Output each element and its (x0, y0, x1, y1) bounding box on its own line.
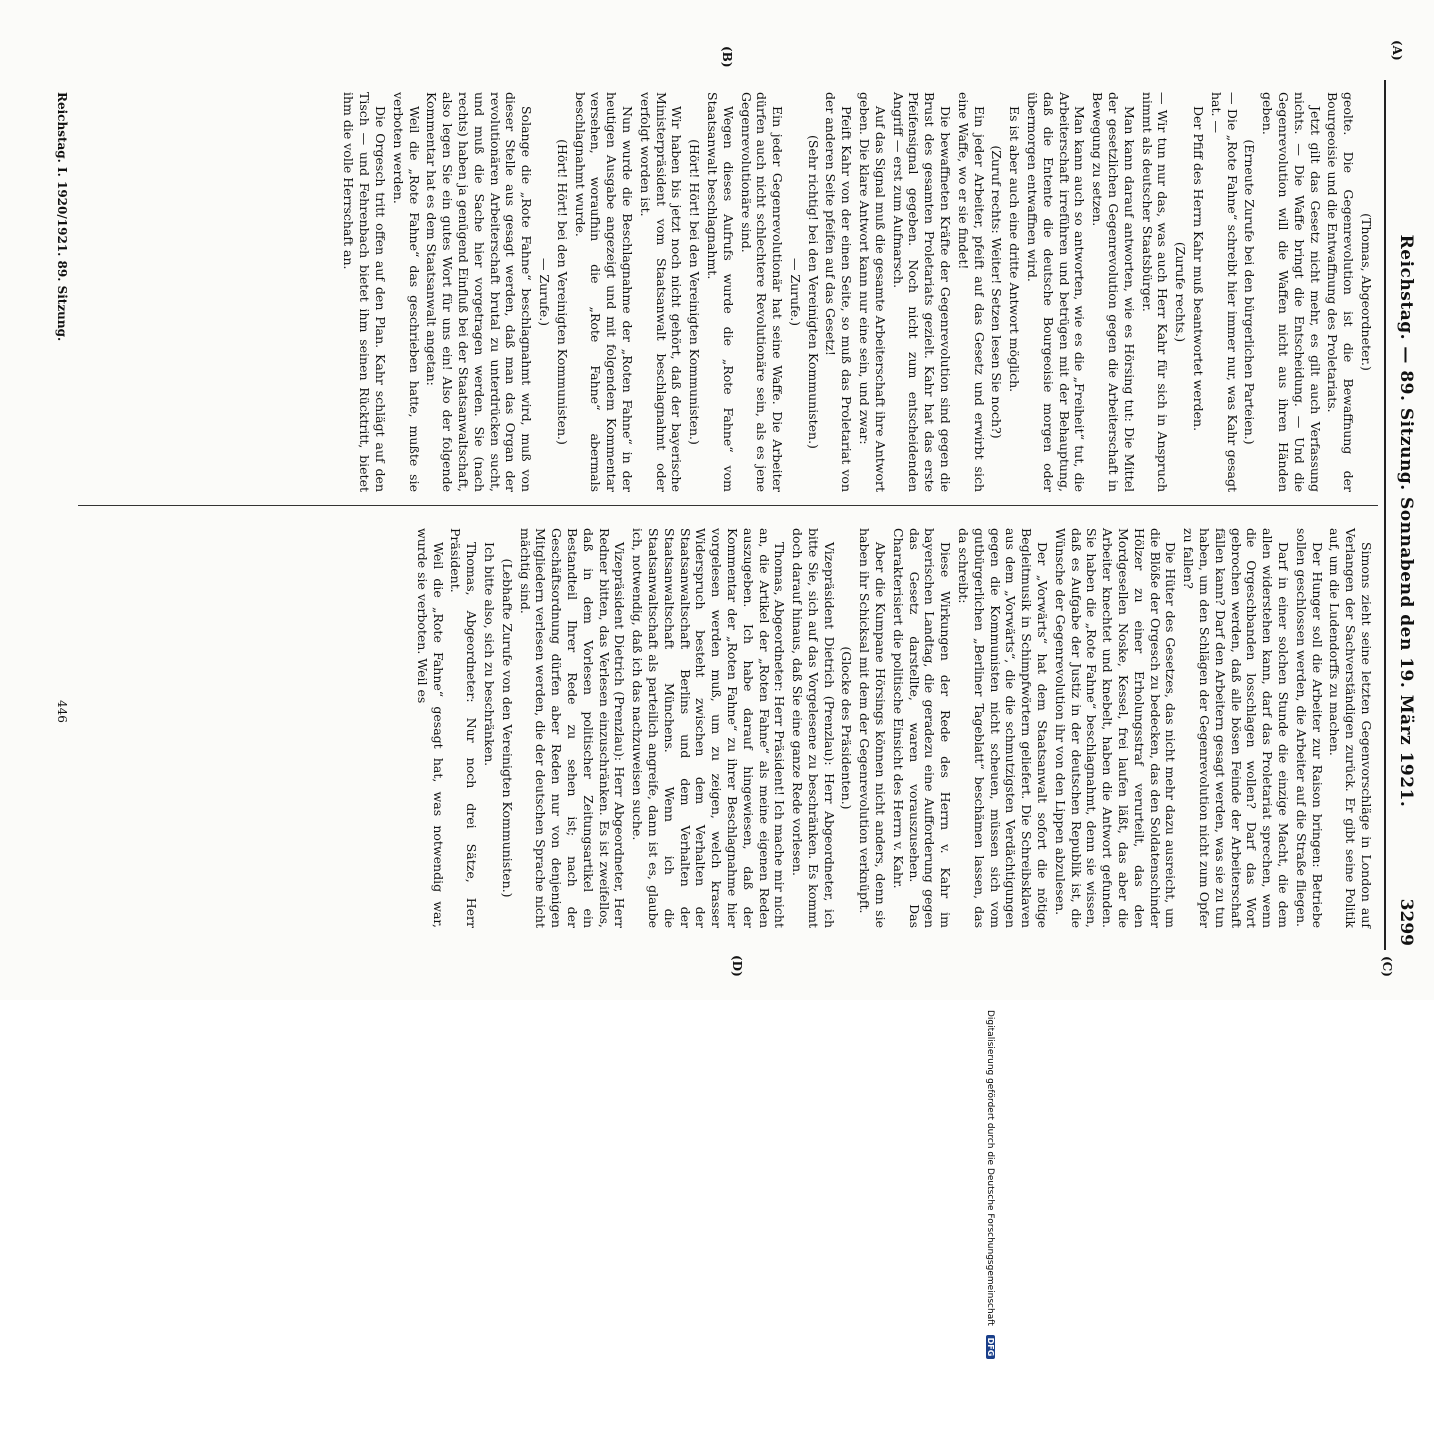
column-divider (78, 505, 1378, 506)
credit-text: Digitalisierung gefördert durch die Deutsche Forschungsgemeinschaft (985, 1010, 995, 1326)
header-title: Reichstag. — 89. Sitzung. Sonnabend den 19. März 1921. (1396, 234, 1416, 808)
interjection: (Sehr richtig! bei den Vereinigten Kommunisten.) (805, 135, 821, 449)
interjection: (Hört! Hört! bei den Vereinigten Kommunisten.) (687, 139, 703, 445)
interjection: (Glocke des Präsidenten.) (839, 646, 855, 810)
page-header (1384, 96, 1424, 946)
dfg-logo-icon: DFG (986, 1335, 995, 1360)
interjection: (Zurufe rechts.) (1173, 241, 1189, 343)
paragraph: Pfeift Kahr von der einen Seite, so muß das Proletariat von der anderen Seite pfeifen auf das Gesetz! (823, 92, 855, 492)
paragraph: Diese Wirkungen der Rede des Herrn v. Kahr im bayerischen Landtag, die geradezu eine Aufforderung gegen das Gesetz darstellte, waren vorauszusehen. Das Charakterisiert die politische Einsicht des Herrn v. Kahr. (890, 528, 954, 928)
paragraph: Die Orgesch tritt offen auf den Plan. Kahr schlägt auf den Tisch — und Fehrenbach bietet ihm seinen Rücktritt, bietet ihm die volle Herrschaft an. (341, 92, 388, 492)
footer-page-number: 446 (55, 700, 69, 723)
interjection: — Zurufe.) (536, 257, 552, 327)
paragraph: Der Pfiff des Herrn Kahr muß beantwortet werden. (1191, 106, 1207, 432)
paragraph: Der Hunger soll die Arbeiter zur Raison bringen: Betriebe sollen geschlossen werden, die Arbeiter auf die Straße fliegen. (1293, 528, 1325, 928)
paragraph: geolte. Die Gegenrevolution ist die Bewaffnung der Bourgeoisie und die Entwaffnung des Proletariats. (1325, 92, 1357, 492)
paragraph: Ich bitte also, sich zu beschränken. (481, 542, 497, 767)
paragraph: Ein jeder Arbeiter, pfeift auf das Gesetz und erwirbt sich eine Waffe, wo er sie findet! (955, 92, 987, 492)
margin-marker-d: (D) (730, 955, 744, 977)
digitization-credit (981, 1010, 995, 1430)
header-rule (1384, 80, 1386, 950)
paragraph: Ein jeder Gegenrevolutionär hat seine Waffe. Die Arbeiter dürfen auch nicht schlechtere Revolutionäre sein, als es jene Gegenrevolutionäre sind. (738, 92, 786, 492)
paragraph: Solange die „Rote Fahne“ beschlagnahmt wird, muß von dieser Stelle aus gesagt werden, daß man das Organ der revolutionären Arbeiterschaft brutal zu unterdrücken sucht, und muß die Sache hier vorgetragen werden. Sie (nach rechts) haben ja genügend Einfluß bei der Staatsanwaltschaft, also legen Sie ein gutes Wort für uns ein! Also der folgende Kommentar hat es dem Staatsanwalt angetan: (424, 92, 535, 492)
paragraph: — Die „Rote Fahne“ schreibt hier immer nur, was Kahr gesagt hat. — (1208, 92, 1240, 492)
speaker-paragraph: Vizepräsident Dietrich (Prenzlau): Herr Abgeordneter, ich bitte Sie, sich auf das Vorgelesene zu beschränken. Es kommt doch darauf hinaus, daß Sie eine ganze Rede vorlesen. (790, 528, 837, 928)
right-column (74, 528, 1374, 928)
paragraph: Darf in einer solchen Stunde die einzige Macht, die dem allen widerstehen kann, darf das Proletariat sprechen, wenn die Orgeschbanden losschlagen wollen? Darf das Wort gebrochen werden, daß alle bösen Feinde der Arbeiterschaft fällen kann? Darf den Arbeitern gesagt werden, was sie zu tun haben, um den Schlägen der Gegenrevolution nicht zum Opfer zu fallen? (1181, 528, 1292, 928)
paragraph: Aber die Kumpane Hörsings können nicht anders, denn sie haben ihr Schicksal mit dem der Gegenrevolution verknüpft. (857, 528, 889, 928)
interjection: (Erneute Zurufe bei den bürgerlichen Parteien.) (1242, 139, 1258, 445)
paragraph: — Wir tun nur das, was auch Herr Kahr für sich in Anspruch nimmt als deutscher Staatsbürger. (1139, 92, 1171, 492)
interjection: — Zurufe.) (787, 257, 803, 327)
page-number: 3299 (1396, 898, 1416, 946)
paragraph: Die bewaffneten Kräfte der Gegenrevolution sind gegen die Brust des gesamten Proletariats gezielt. Kahr hat das erste Pfeifensignal gegeben. Noch nicht zum entscheidenden Angriff — erst zum Aufmarsch. (890, 92, 954, 492)
paragraph: Weil die „Rote Fahne“ gesagt hat, was notwendig war, wurde sie verboten. Weil es (414, 528, 446, 928)
speaker-paragraph: Thomas, Abgeordneter: Nur noch drei Sätze, Herr Präsident. (448, 528, 480, 928)
paragraph: Weil die „Rote Fahne“ das geschrieben hatte, mußte sie verboten werden. (390, 92, 422, 492)
paragraph: Wir haben bis jetzt noch nicht gehört, daß der bayerische Ministerpräsident vom Staatsanwalt beschlagnahmt oder verfolgt worden ist. (637, 92, 685, 492)
paragraph: Die Hüter des Gesetzes, das nicht mehr dazu ausreicht, um die Blöße der Orgesch zu bedecken, das den Soldatenschinder Hölzer zu einer Erholungsstraf verurteilt, das den Mordgesellen Noske, Kessel, frei laufen läßt, das aber die Arbeiter knechtet und knebelt, haben die Antwort gefunden. Sie haben die „Rote Fahne“ beschlagnahmt, denn sie wissen, daß es Aufgabe der Justiz in der deutschen Republik ist, die Wünsche der Gegenrevolution ihr von den Lippen abzulesen. (1052, 528, 1179, 928)
paragraph: Man kann darauf antworten, wie es Hörsing tut: Die Mittel der gesetzlichen Gegenrevolution gegen die Arbeiterschaft in Bewegung zu setzen. (1090, 92, 1137, 492)
left-column (74, 92, 1374, 492)
paragraph: Auf das Signal muß die gesamte Arbeiterschaft ihre Antwort geben. Die klare Antwort kann nur eine sein, und zwar: (857, 92, 888, 492)
speaker-paragraph: Vizepräsident Dietrich (Prenzlau): Herr Abgeordneter, Herr Redner bitten, das Verlesen einzuschränken. Es ist zweifellos, daß in dem Vorlesen politischer Zeitungsartikel ein Bestandteil Ihrer Rede zu sehen ist; nach der Geschäftsordnung dürfen aber Reden nur von denjenigen Mitgliedern verlesen werden, die der deutschen Sprache nicht mächtig sind. (517, 528, 628, 928)
speaker-paragraph: Thomas, Abgeordneter: Herr Präsident! Ich mache mir nicht an, die Artikel der „Roten Fahne“ als meine eigenen Reden auszugeben. Ich habe darauf hingewiesen, daß der Kommentar der „Roten Fahne“ zu ihrer Beschlagnahme hier vorgelesen werden muß, um zu zeigen, welch krasser Widerspruch besteht zwischen dem Verhalten der Staatsanwaltschaft Berlins und dem Verhalten der Staatsanwaltschaft Münchens. Wenn ich die Staatsanwaltschaft als parteilich angreife, dann ist es, glaube ich, notwendig, daß ich das nachzuweisen suche. (630, 528, 788, 928)
margin-marker-c: (C) (1380, 956, 1394, 977)
interjection: (Lebhafte Zurufe von den Vereinigten Kommunisten.) (499, 558, 515, 898)
paragraph: Nun wurde die Beschlagnahme der „Roten Fahne“ in der heutigen Ausgabe angezeigt und mit folgendem Kommentar versehen, woraufhin die „Rote Fahne“ abermals beschlagnahmt wurde. (572, 92, 635, 492)
footer-session-info: Reichstag. I. 1920/1921. 89. Sitzung. (55, 92, 69, 342)
interjection: (Zuruf rechts: Weiter! Setzen lesen Sie noch?) (989, 145, 1005, 439)
paragraph: Wegen dieses Aufrufs wurde die „Rote Fahne“ vom Staatsanwalt beschlagnahmt. (704, 92, 736, 492)
interjection: (Hört! Hört! bei den Vereinigten Kommunisten.) (554, 139, 570, 445)
paragraph: Jetzt gilt das Gesetz nicht mehr, es gilt auch Verfassung nichts. — Die Waffe bringt die Entscheidung. — Und die Gegenrevolution will die Waffen nicht aus ihren Händen geben. (1260, 92, 1323, 492)
paragraph: Der „Vorwärts“ hat dem Staatsanwalt sofort die nötige Begleitmusik in Schimpfwörtern geliefert. Die Schreibsklaven aus dem „Vorwärts“, die die schmutzigsten Verdächtigungen gegen die Kommunisten nicht scheuen, müssen sich vom gutbürgerlichen „Berliner Tageblatt“ beschämen lassen, das da schreibt: (956, 528, 1051, 928)
paragraph: Man kann auch so antworten, wie es die „Freiheit“ tut, die Arbeiterschaft irreführen und betrügen mit der Behauptung, daß die Entente die deutsche Bourgeoisie morgen oder übermorgen entwaffnen wird. (1025, 92, 1088, 492)
margin-marker-a: (A) (1390, 40, 1404, 61)
paragraph: (Thomas, Abgeordneter.) (1359, 213, 1374, 371)
margin-marker-b: (B) (720, 46, 734, 68)
paragraph: Simons zieht seine letzten Gegenvorschläge in London auf Verlangen der Sachverständigen zurück. Er gibt seine Politik auf, um die Ludendorffs zu machen. (1327, 528, 1374, 928)
paragraph: Es ist aber auch eine dritte Antwort möglich. (1007, 106, 1023, 393)
